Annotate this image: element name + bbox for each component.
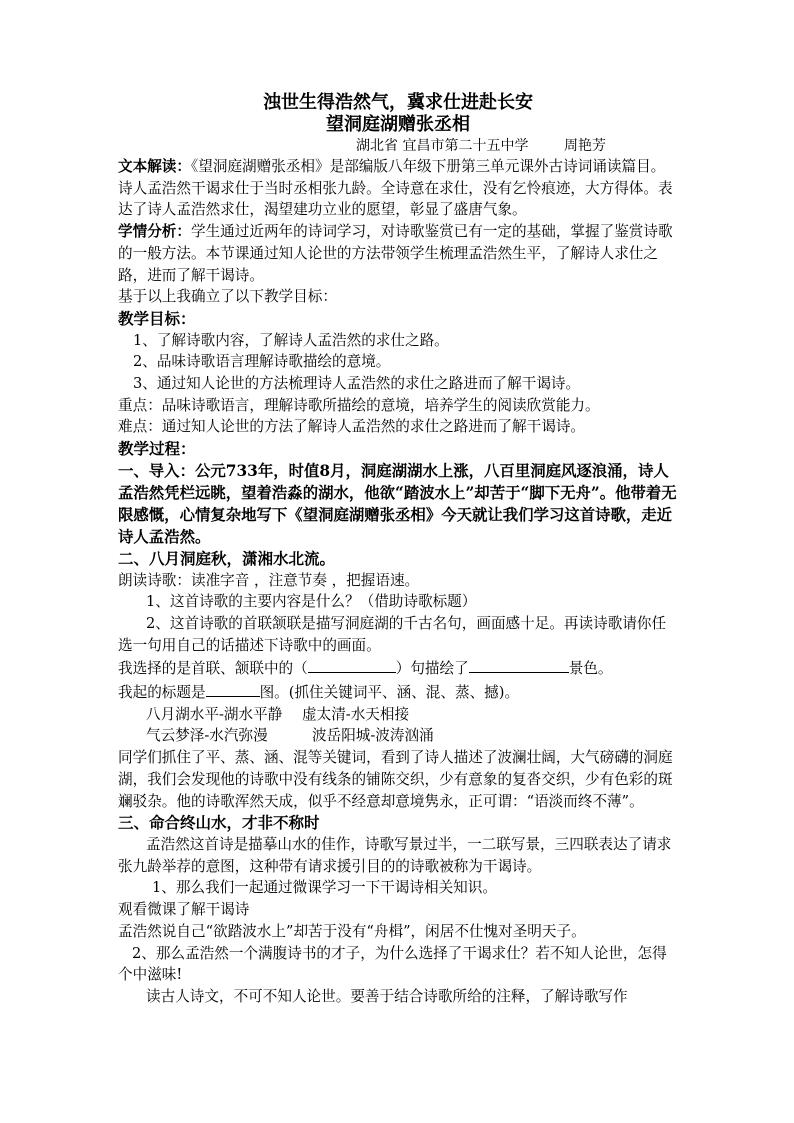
section-2-heading: 二、八月洞庭秋，潇湘水北流。 bbox=[118, 548, 336, 568]
goal-item: 2、品味诗歌语言理解诗歌描绘的意境。 bbox=[133, 353, 391, 371]
document-page bbox=[118, 92, 678, 1008]
keyword-pair-row bbox=[118, 725, 678, 747]
section-3-heading: 三、命合终山水，才非不称时 bbox=[118, 813, 320, 833]
basis-line: 基于以上我确立了以下教学目标： bbox=[118, 288, 337, 306]
section-3-question-2: 2、那么孟浩然一个满腹诗书的才子，为什么选择了干谒求仕？若不知人论世，怎得个中滋味! bbox=[118, 944, 667, 984]
blank-field[interactable] bbox=[308, 656, 396, 673]
summary-paragraph: 同学们抓住了平、蒸、涵、混等关键词，看到了诗人描述了波澜壮阔，大气磅礴的洞庭湖，我们会发现他的诗歌中没有线条的铺陈交织，少有意象的复沓交织，少有色彩的斑斓驳杂。他的诗歌浑然天成，似乎不经意却意境隽永，正可谓：“语淡而终不薄”。 bbox=[118, 749, 673, 810]
reading-instruction: 朗读诗歌：读准字音 ，注意节奏 ，把握语速。 bbox=[118, 571, 420, 589]
fill-in-line-2 bbox=[118, 680, 678, 704]
goals-heading: 教学目标： bbox=[118, 308, 196, 328]
difficult-point: 难点：通过知人论世的方法了解诗人孟浩然的求仕之路进而了解干谒诗。 bbox=[118, 418, 586, 436]
poem-title: 望洞庭湖赠张丞相 bbox=[326, 114, 470, 135]
meng-quote-line: 孟浩然说自己“欲踏波水上”却苦于没有“舟楫”，闲居不仕愧对圣明天子。 bbox=[118, 922, 586, 940]
process-heading: 教学过程： bbox=[118, 439, 196, 459]
author-line: 湖北省 宜昌市第二十五中学 周艳芳 bbox=[356, 138, 607, 154]
learner-analysis-body: 学生通过近两年的诗词学习，对诗歌鉴赏已有一定的基础，掌握了鉴赏诗歌的一般方法。本节课通过知人论世的方法带领学生梳理孟浩然生平，了解诗人求仕之路，进而了解干谒诗。 bbox=[118, 223, 673, 284]
closing-line: 读古人诗文，不可不知人论世。要善于结合诗歌所给的注释，了解诗歌写作 bbox=[146, 987, 628, 1005]
goal-item: 1、了解诗歌内容，了解诗人孟浩然的求仕之路。 bbox=[133, 331, 449, 349]
keyword-pair: 虚太清-水天相接 bbox=[302, 705, 410, 723]
section-3-paragraph: 孟浩然这首诗是描摹山水的佳作，诗歌写景过半，一二联写景，三四联表达了请求张九龄举荐的意图，这种带有请求援引目的的诗歌被称为干谒诗。 bbox=[118, 835, 672, 875]
key-point: 重点：品味诗歌语言，理解诗歌所描绘的意境，培养学生的阅读欣赏能力。 bbox=[118, 396, 600, 414]
fill-text: 景色。 bbox=[568, 660, 613, 678]
keyword-pair: 波岳阳城-波涛汹涌 bbox=[312, 727, 434, 745]
blank-field[interactable] bbox=[206, 680, 260, 697]
keyword-pair-row bbox=[118, 704, 678, 726]
learner-analysis-label: 学情分析： bbox=[118, 223, 191, 241]
goal-item: 3、通过知人论世的方法梳理诗人孟浩然的求仕之路进而了解干谒诗。 bbox=[133, 375, 581, 393]
micro-lesson-line: 观看微课了解干谒诗 bbox=[118, 901, 250, 919]
page-title: 浊世生得浩然气，冀求仕进赴长安 bbox=[263, 92, 533, 113]
intro-paragraph: 一、导入：公元733年，时值8月，洞庭湖湖水上涨，八百里洞庭风逐浪涌，诗人孟浩然凭栏远眺，望着浩淼的湖水，他欲“踏波水上”却苦于“脚下无舟”。他带着无限感慨，心情复杂地写下《望洞庭湖赠张丞相》今天就让我们学习这首诗歌，走近诗人孟浩然。 bbox=[118, 461, 677, 546]
section-3-question-1: 1、那么我们一起通过微课学习一下干谒诗相关知识。 bbox=[152, 879, 497, 897]
question-2: 2、这首诗歌的首联颔联是描写洞庭湖的千古名句，画面感十足。再读诗歌请你任选一句用自己的话描述下诗歌中的画面。 bbox=[118, 614, 667, 654]
text-interpretation bbox=[118, 156, 678, 221]
text-interpretation-body: 《望洞庭湖赠张丞相》是部编版八年级下册第三单元课外古诗词诵读篇目。诗人孟浩然干谒求仕于当时丞相张九龄。全诗意在求仕，没有乞怜痕迹，大方得体。表达了诗人孟浩然求仕，渴望建功立业的愿望，彰显了盛唐气象。 bbox=[118, 158, 673, 219]
learner-analysis bbox=[118, 221, 678, 286]
fill-text: 我选择的是首联、颔联中的（ bbox=[118, 660, 308, 678]
fill-text: 图。(抓住关键词平、涵、混、蒸、撼)。 bbox=[259, 684, 520, 702]
fill-text: 我起的标题是 bbox=[118, 684, 206, 702]
blank-field[interactable] bbox=[469, 656, 569, 673]
fill-in-line-1 bbox=[118, 656, 678, 680]
keyword-pair: 气云梦泽-水汽弥漫 bbox=[146, 727, 268, 745]
text-interpretation-label: 文本解读： bbox=[118, 158, 191, 175]
fill-text: ）句描绘了 bbox=[395, 660, 469, 678]
keyword-pair: 八月湖水平-湖水平静 bbox=[146, 705, 283, 723]
question-1: 1、这首诗歌的主要内容是什么？（借助诗歌标题） bbox=[146, 593, 477, 611]
